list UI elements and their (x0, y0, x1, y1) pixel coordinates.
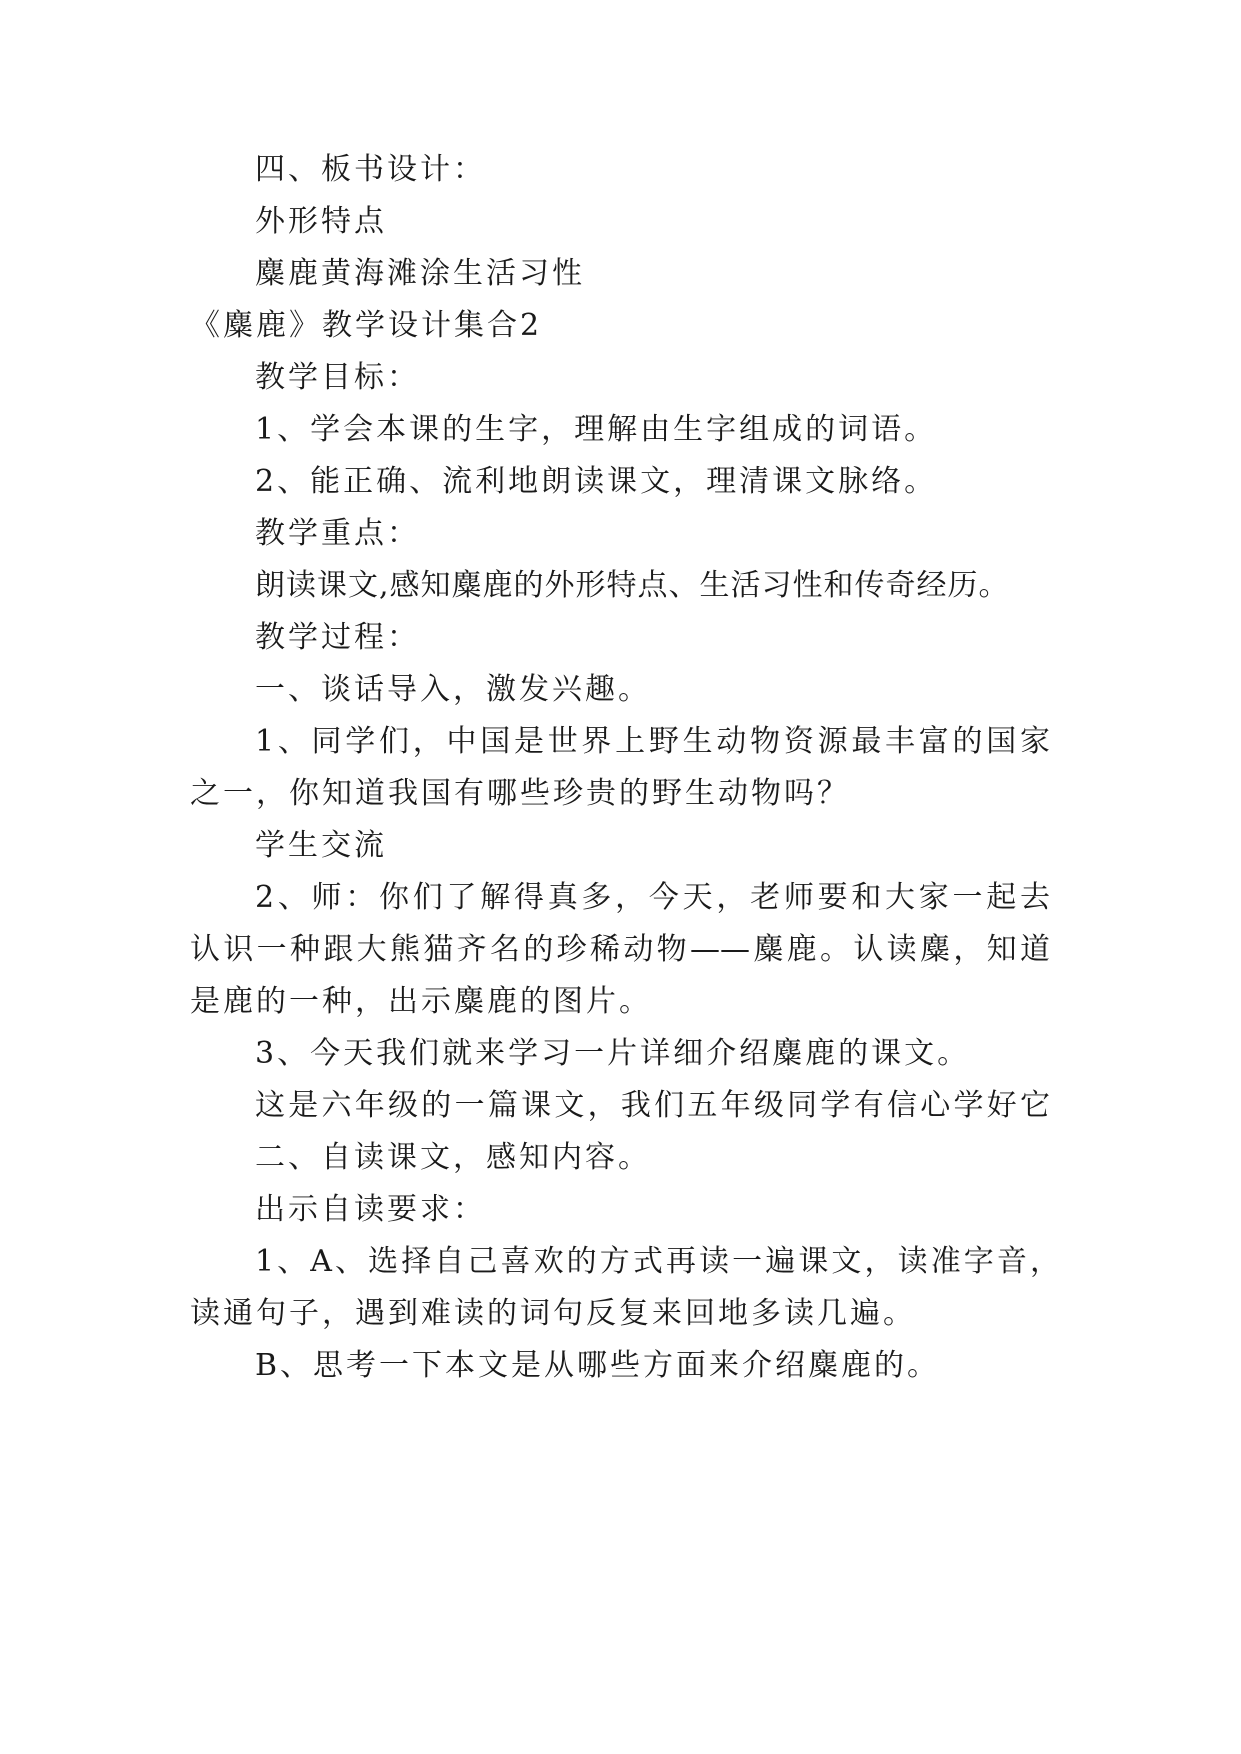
paragraph-line: 1、同学们，中国是世界上野生动物资源最丰富的国家 (255, 724, 1050, 759)
paragraph-line: 2、师：你们了解得真多，今天，老师要和大家一起去 (255, 880, 1050, 915)
heading-teaching-goals: 教学目标： (255, 360, 420, 395)
heading-teaching-focus: 教学重点： (255, 516, 420, 551)
goal-item-2: 2、能正确、流利地朗读课文，理清课文脉络。 (255, 464, 938, 499)
paragraph-line: 之一，你知道我国有哪些珍贵的野生动物吗？ (190, 776, 850, 811)
paragraph-line: 学生交流 (255, 828, 387, 863)
goal-item-1: 1、学会本课的生字，理解由生字组成的词语。 (255, 412, 938, 447)
paragraph-line: 这是六年级的一篇课文，我们五年级同学有信心学好它 (255, 1088, 1050, 1123)
document-title: 《麋鹿》教学设计集合2 (190, 308, 543, 343)
board-line-habits: 麋鹿黄海滩涂生活习性 (255, 256, 585, 291)
step-heading-2: 二、自读课文，感知内容。 (255, 1140, 651, 1175)
paragraph-line: 3、今天我们就来学习一片详细介绍麋鹿的课文。 (255, 1036, 971, 1071)
paragraph-line: 读通句子，遇到难读的词句反复来回地多读几遍。 (190, 1296, 916, 1331)
heading-teaching-process: 教学过程： (255, 620, 420, 655)
paragraph-line: 认识一种跟大熊猫齐名的珍稀动物——麋鹿。认读麋，知道 (190, 932, 1050, 967)
focus-text: 朗读课文,感知麋鹿的外形特点、生活习性和传奇经历。 (255, 568, 1010, 603)
paragraph-line: 是鹿的一种，出示麋鹿的图片。 (190, 984, 652, 1019)
step-heading-1: 一、谈话导入，激发兴趣。 (255, 672, 651, 707)
section-heading-blackboard-design: 四、板书设计： (255, 152, 486, 187)
board-line-appearance: 外形特点 (255, 204, 387, 239)
paragraph-line: 1、A、选择自己喜欢的方式再读一遍课文，读准字音， (255, 1244, 1060, 1279)
paragraph-line: 出示自读要求： (255, 1192, 486, 1227)
paragraph-line: B、思考一下本文是从哪些方面来介绍麋鹿的。 (255, 1348, 941, 1383)
